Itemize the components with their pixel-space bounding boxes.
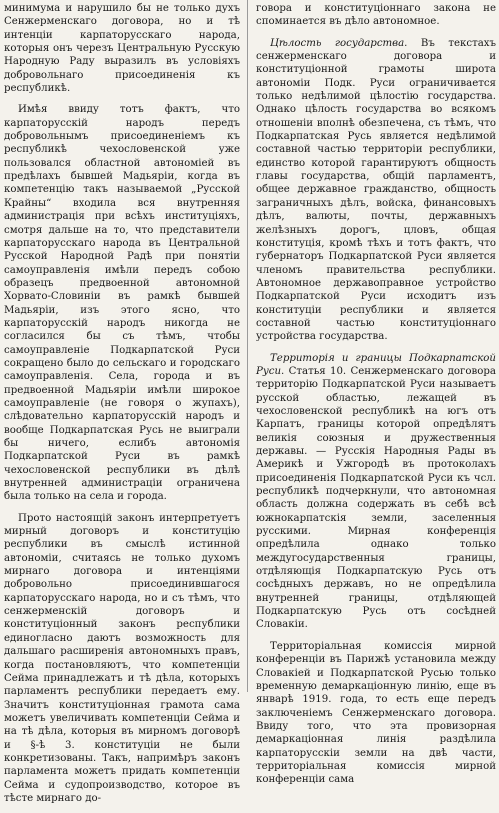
left-column	[4, 2, 240, 813]
paragraph: Территоріальная комиссія мирной конференціи въ Парижѣ установила между Словакіей и Подкарпатской Русью только временную демаркаціонную линію, еще въ январѣ 1919. года, то есть еще передъ заключеніемъ Сенжерменскаго договора. Ввиду того, что эта провизорная демаркаціонная линія раздѣлила карпаторусскіи земли на двѣ части, территоріальная комиссія мирной конференціи сама	[256, 640, 496, 786]
section-heading: Цѣлость государства.	[270, 37, 408, 49]
right-column	[256, 2, 496, 795]
paragraph: говора и конституціоннаго закона не споминается въ дѣло автономное.	[256, 3, 496, 28]
section-territory: Территорія и границы Подкарпатской Руси. Статья 10. Сенжерменскаго договора территорію Подкарпатской Руси называетъ русской областью, лежащей въ чехословенской республикѣ на югъ отъ Карпатъ, границы которой опредѣлятъ великія союзныя и дружественныя державы. — Русскія Народныя Рады въ Америкѣ и Ужгородѣ въ протоколахъ присоединенія Подкарпатской Руси къ чсл. республикѣ подчеркнули, что автономная область должна содержать въ себѣ всѣ южнокарпатскія земли, заселенныя русскими. Мирная конференція опредѣлила однако только междугосударственныя границы, отдѣляющія Подкарпатскую Русь отъ сосѣдныхъ державъ, но не опредѣлила внутренней границы, отдѣляющей Подкарпатскую Русь отъ сосѣдней Словакіи.	[256, 352, 496, 631]
paragraph: минимума и нарушило бы не только духъ Сенжерменскаго договора, но и тѣ интенціи карпаторусскаго народа, которыя онъ черезъ Центральную Русскую Народную Раду выразилъ въ условіяхъ добровольнаго присоединенія къ республикѣ.	[4, 3, 240, 95]
section-cohesion: Цѣлость государства. Въ текстахъ сенжерменскаго договора и конституціонной грамоты широта автономіи Подк. Руси ограничивается только недѣлимой цѣлостію государства. Однако цѣлость государства во всякомъ отношеніи вполнѣ обезпечена, съ тѣмъ, что Подкарпатская Русь является недѣлимой составной частью территоріи республики, единство которой гарантируютъ общность главы государства, общій парламентъ, общее державное гражданство, общность заграничныхъ дѣлъ, войска, финансовыхъ дѣлъ, валюты, почты, державныхъ желѣзныхъ дорогъ, цловъ, общая конституція, кромѣ тѣхъ и тотъ фактъ, что губернаторъ Подкарпатской Руси является членомъ правительства республики. Автономное державоправное устройство Подкарпатской Руси исходитъ изъ конституціи республики и является составной частью конституціоннаго устройства государства.	[256, 37, 497, 343]
paragraph: Прото настоящій законъ интерпретуетъ мирный договоръ и конституцію республики въ смыслѣ истинной автономіи, считаясь не только духомъ мирнаго договора и интенціями добровольно присоединившагося карпаторусскаго народа, но и съ тѣмъ, что сенжерменскій договоръ и конституціонный законъ республики единогласно даютъ возможность для дальшаго расширенія автономныхъ правъ, когда постановляютъ, что компетенціи Сейма принадлежатъ и тѣ дѣла, которыхъ парламентъ республики передаетъ ему. Значитъ конституціонная грамота сама можетъ увеличивать компетенціи Сейма и на тѣ дѣла, которыя въ мирномъ договорѣ и §-ѣ 3. конституціи не были конкретизованы. Такъ, напримѣръ законъ парламента можетъ придать компетенціи Сейма и судопроизводство, которое въ тѣсте мирнаго до-	[4, 512, 240, 804]
section-heading: Территорія и границы Подкарпатской Руси.	[256, 352, 496, 377]
column-divider	[247, 0, 248, 692]
paragraph: Имѣя ввиду тотъ фактъ, что карпаторусскій народъ передъ добровольнымъ присоединеніемъ къ республикѣ чехословенской уже пользовался областной автономіей въ предѣлахъ бывшей Мадьяріи, когда въ компетенцію такъ называемой „Русской Крайны“ входила вся внутренняя администрація при всѣхъ институціяхъ, смотря дальше на то, что представители карпаторусскаго народа въ Центральной Русской Народной Радѣ при понятіи самоуправленія имѣли передъ собою образецъ предвоенной автономной Хорвато-Словиніи въ рамкѣ бывшей Мадьяріи, изъ этого ясно, что карпаторусскій народъ никогда не согласился бы съ тѣмъ, чтобы самоуправленіе Подкарпатской Руси сокращено было до сельскаго и городскаго самоуправленія. Села, города и въ предвоенной Мадьяріи имѣли широкое самоуправленіе (не говоря о жупахъ), слѣдовательно карпаторусскій народъ и вообще Подкарпатская Русь не выиграли бы ничего, еслибъ автономія Подкарпатской Руси въ рамкѣ чехословенской республики въ дѣлѣ внутренней администраціи ограничена была только на села и города.	[4, 104, 240, 503]
